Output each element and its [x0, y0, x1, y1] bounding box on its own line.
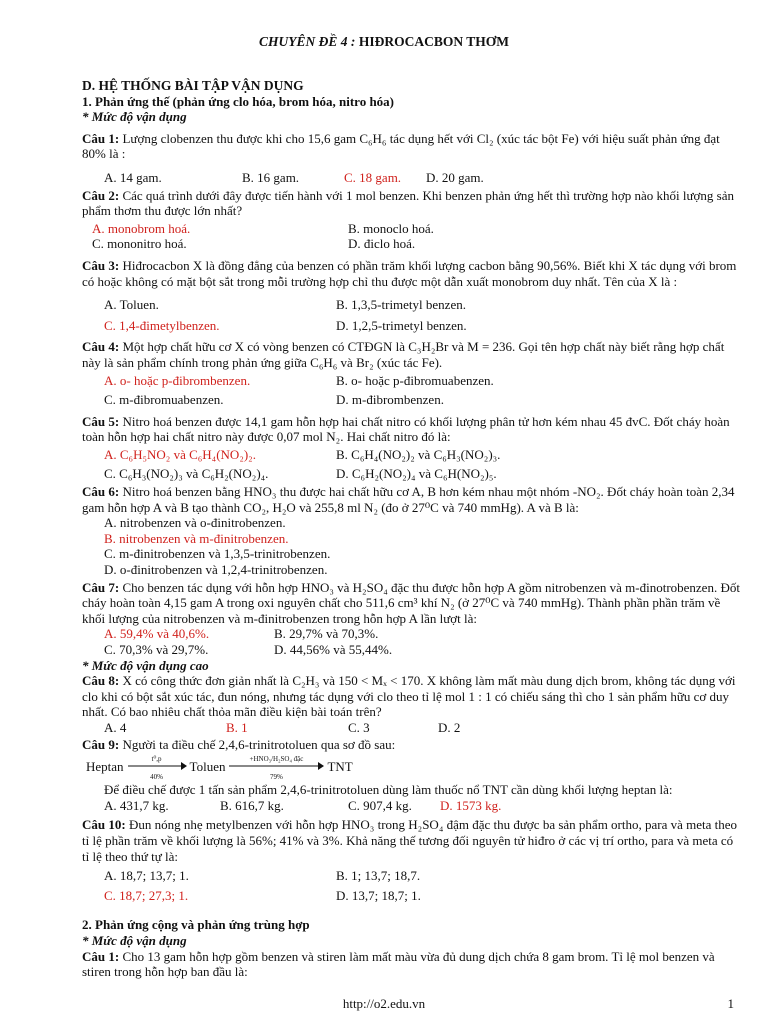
option-c: C. 3 [348, 719, 370, 735]
answer-options [82, 720, 742, 736]
option-b: B. nitrobenzen và m-đinitrobenzen. [104, 530, 289, 546]
spacer [82, 162, 742, 168]
answer-options [82, 626, 742, 642]
question-text: Đun nóng nhẹ metylbenzen với hỗn hợp HNO₃ trong H₂SO₄ đậm đặc thu được ba sản phẩm ortho, para và meta theo tỉ lệ phần trăm về khối lượng là 56%; 41% và 3%. Khả năng thế tương đối nguyên tử hiđro ở các vị trí ortho, para và meta có tỉ lệ theo thứ tự là: [82, 817, 738, 864]
answer-options [82, 447, 742, 463]
question-10 [82, 817, 742, 864]
answer-options [82, 318, 742, 334]
level-apply-heading-2: * Mức độ vận dụng [82, 932, 187, 948]
question-text: Người ta điều chế 2,4,6-trinitrotoluen qua sơ đồ sau: [122, 736, 396, 752]
question-label: Câu 7: [82, 579, 120, 595]
question-text: Hiđrocacbon X là đồng đẳng của benzen có phần trăm khối lượng cacbon bằng 90,56%. Biết khi X tác dụng với brom có hoặc không có mặt bột sắt trong mỗi trường hợp chỉ thu được một dẫn xuất monobrom duy nhất. Tên của X là : [82, 257, 737, 289]
answer-options [82, 236, 742, 252]
question-text: Lượng clobenzen thu được khi cho 15,6 gam C₆H₆ tác dụng hết với Cl₂ (xúc tác bột Fe) với hiệu suất phản ứng đạt 80% là : [82, 130, 720, 162]
answer-options [82, 170, 742, 186]
arrow-1-condition: t⁰,p [151, 755, 162, 764]
question-label: Câu 4: [82, 339, 120, 355]
part-2-question-1 [82, 949, 742, 980]
question-label: Câu 9: [82, 736, 120, 752]
option-d: D. o-đinitrobenzen và 1,2,4-trinitrobenzen. [104, 562, 328, 578]
option-a: A. 4 [104, 719, 127, 735]
page-number: 1 [727, 996, 734, 1011]
option-a: A. nitrobenzen và o-đinitrobenzen. [104, 515, 286, 531]
option-c: C. 18,7; 27,3; 1. [104, 887, 189, 903]
question-3 [82, 258, 742, 289]
option-b: B. 1,3,5-trimetyl benzen. [336, 297, 466, 313]
part-1-heading: 1. Phản ứng thế (phản ứng clo hóa, brom hóa, nitro hóa) [82, 93, 395, 109]
reaction-scheme [82, 754, 742, 780]
answer-options [82, 373, 742, 389]
level-high-heading: * Mức độ vận dụng cao [82, 657, 209, 673]
scheme-arrow-2 [228, 755, 324, 782]
question-label: Câu 1: [82, 130, 120, 146]
option-b: B. C₆H₄(NO₂)₂ và C₆H₃(NO₂)₃. [336, 446, 501, 462]
answer-options [82, 868, 742, 884]
option-a: A. monobrom hoá. [92, 220, 191, 236]
question-2 [82, 188, 742, 219]
question-text: Một hợp chất hữu cơ X có vòng benzen có CTĐGN là C₃H₂Br và M = 236. Gọi tên hợp chất này biết rằng hợp chất này là sản phẩm chính trong phản ứng giữa C₆H₆ và Br₂ (xúc tác Fe). [82, 339, 725, 370]
question-text: Nitro hoá benzen được 14,1 gam hỗn hợp hai chất nitro có khối lượng phân tử hơn kém nhau 45 đvC. Đốt cháy hoàn toàn hỗn hợp hai chất nitro này được 0,07 mol N₂. Hai chất nitro đó là: [82, 413, 730, 445]
option-c: C. 907,4 kg. [348, 797, 412, 813]
scheme-arrow-1 [127, 755, 187, 782]
question-6 [82, 484, 742, 515]
question-text: Cho 13 gam hỗn hợp gồm benzen và stiren làm mất màu vừa đủ dung dịch chứa 8 gam brom. Tỉ lệ mol benzen và stiren trong hỗn hợp ban đầu là: [82, 948, 715, 980]
option-d: D. 2 [438, 719, 461, 735]
arrow-2-yield: 79% [270, 773, 283, 782]
arrow-1-yield: 40% [150, 773, 163, 782]
question-label: Câu 5: [82, 413, 120, 429]
question-label: Câu 1: [82, 948, 120, 964]
option-c: C. m-đibromuabenzen. [104, 392, 224, 408]
option-c: C. mononitro hoá. [92, 236, 187, 252]
footer-url[interactable]: http://o2.edu.vn [342, 996, 426, 1011]
option-d: D. 1,2,5-trimetyl benzen. [336, 317, 467, 333]
title-prefix: CHUYÊN ĐỀ 4 : [259, 34, 356, 49]
content [82, 78, 742, 980]
scheme-toluen: Toluen [189, 759, 226, 775]
answer-options [82, 642, 742, 658]
arrow-2-condition: +HNO₃/H₂SO₄ đặc [249, 755, 304, 764]
question-9-continued: Để điều chế được 1 tấn sản phẩm 2,4,6-trinitrotoluen dùng làm thuốc nổ TNT cần dùng khối lượng heptan là: [104, 782, 673, 798]
question-7 [82, 580, 742, 627]
option-a: A. 59,4% và 40,6%. [104, 626, 210, 642]
answer-options [82, 221, 742, 237]
question-text: Các quá trình dưới đây được tiến hành với 1 mol benzen. Khi benzen phản ứng hết thì trường hợp nào khối lượng sản phẩm thơm thu được lớn nhất? [82, 187, 734, 219]
option-c: C. 70,3% và 29,7%. [104, 642, 209, 657]
question-label: Câu 6: [82, 484, 120, 500]
option-b: B. 1 [226, 719, 248, 735]
option-b: B. 1; 13,7; 18,7. [336, 868, 421, 884]
question-9 [82, 737, 742, 753]
title-main: HIĐROCACBON THƠM [358, 34, 509, 49]
option-b: B. 616,7 kg. [220, 797, 284, 813]
option-a: A. 431,7 kg. [104, 797, 169, 813]
question-text: Nitro hoá benzen bằng HNO₃ thu được hai chất hữu cơ A, B hơn kém nhau một nhóm -NO₂. Đốt cháy hoàn toàn 2,34 gam hỗn hợp A và B tạo thành CO₂, H₂O và 255,8 ml N₂ (đo ở 27⁰C và 740 mmHg). A và B là: [82, 484, 735, 515]
answer-options [82, 297, 742, 313]
answer-options [82, 798, 742, 814]
answer-options [82, 466, 742, 482]
scheme-heptan: Heptan [86, 759, 124, 775]
spacer [82, 289, 742, 295]
option-b: B. monoclo hoá. [348, 220, 434, 236]
question-label: Câu 10: [82, 817, 126, 833]
page-title [0, 34, 768, 50]
option-c: C. m-đinitrobenzen và 1,3,5-trinitrobenzen. [104, 546, 331, 562]
question-label: Câu 2: [82, 187, 120, 203]
question-8 [82, 673, 742, 720]
question-5 [82, 414, 742, 445]
option-c: C. 18 gam. [344, 169, 402, 185]
option-a: A. 18,7; 13,7; 1. [104, 868, 189, 884]
option-d: D. C₆H₂(NO₂)₄ và C₆H(NO₂)₅. [336, 466, 497, 482]
question-1 [82, 131, 742, 162]
option-a: A. C₆H₅NO₂ và C₆H₄(NO₂)₂. [104, 446, 256, 462]
option-d: D. 13,7; 18,7; 1. [336, 887, 421, 903]
spacer [82, 903, 742, 917]
question-text: X có công thức đơn giản nhất là C₂H₃ và 150 < Mₓ < 170. X không làm mất màu dung dịch brom, không tác dụng với clo khi có bột sắt xúc tác, đun nóng, nhưng tác dụng với clo theo tỉ lệ mol 1 : 1 có chiếu sáng thì cho 1 sản phẩm hữu cơ duy nhất. Có bao nhiêu chất thỏa mãn điều kiện bài toán trên? [82, 673, 736, 720]
option-a: A. o- hoặc p-đibrombenzen. [104, 372, 251, 388]
option-a: A. Toluen. [104, 297, 159, 313]
scheme-tnt: TNT [327, 759, 353, 775]
question-label: Câu 8: [82, 673, 120, 689]
option-c: C. C₆H₃(NO₂)₃ và C₆H₂(NO₂)₄. [104, 466, 269, 482]
option-d: D. 1573 kg. [440, 797, 502, 813]
answer-options [82, 888, 742, 904]
question-4 [82, 339, 742, 370]
question-text: Cho benzen tác dụng với hỗn hợp HNO₃ và H₂SO₄ đặc thu được hỗn hợp A gồm nitrobenzen và m-đinotrobenzen. Đốt cháy hoàn toàn 4,15 gam A trong oxi nguyên chất cho 511,6 cm³ khí N₂ (ở 27⁰C và 740 mmHg). Thành phần phần trăm về khối lượng của nitrobenzen và m-đinitrobenzen trong hỗn hợp A lần lượt là: [82, 579, 740, 626]
answer-options [82, 392, 742, 408]
option-b: B. 16 gam. [242, 169, 300, 185]
option-a: A. 14 gam. [104, 169, 162, 185]
option-b: B. o- hoặc p-đibromuabenzen. [336, 372, 494, 388]
level-apply-heading: * Mức độ vận dụng [82, 109, 187, 125]
option-d: D. m-đibrombenzen. [336, 392, 444, 408]
part-2-heading: 2. Phản ứng cộng và phản ứng trùng hợp [82, 917, 310, 933]
option-d: D. 44,56% và 55,44%. [274, 642, 393, 657]
option-d: D. 20 gam. [426, 169, 484, 185]
option-c: C. 1,4-đimetylbenzen. [104, 317, 220, 333]
question-label: Câu 3: [82, 257, 120, 273]
section-heading: D. HỆ THỐNG BÀI TẬP VẬN DỤNG [82, 78, 304, 93]
option-b: B. 29,7% và 70,3%. [274, 626, 379, 642]
option-d: D. điclo hoá. [348, 236, 416, 252]
